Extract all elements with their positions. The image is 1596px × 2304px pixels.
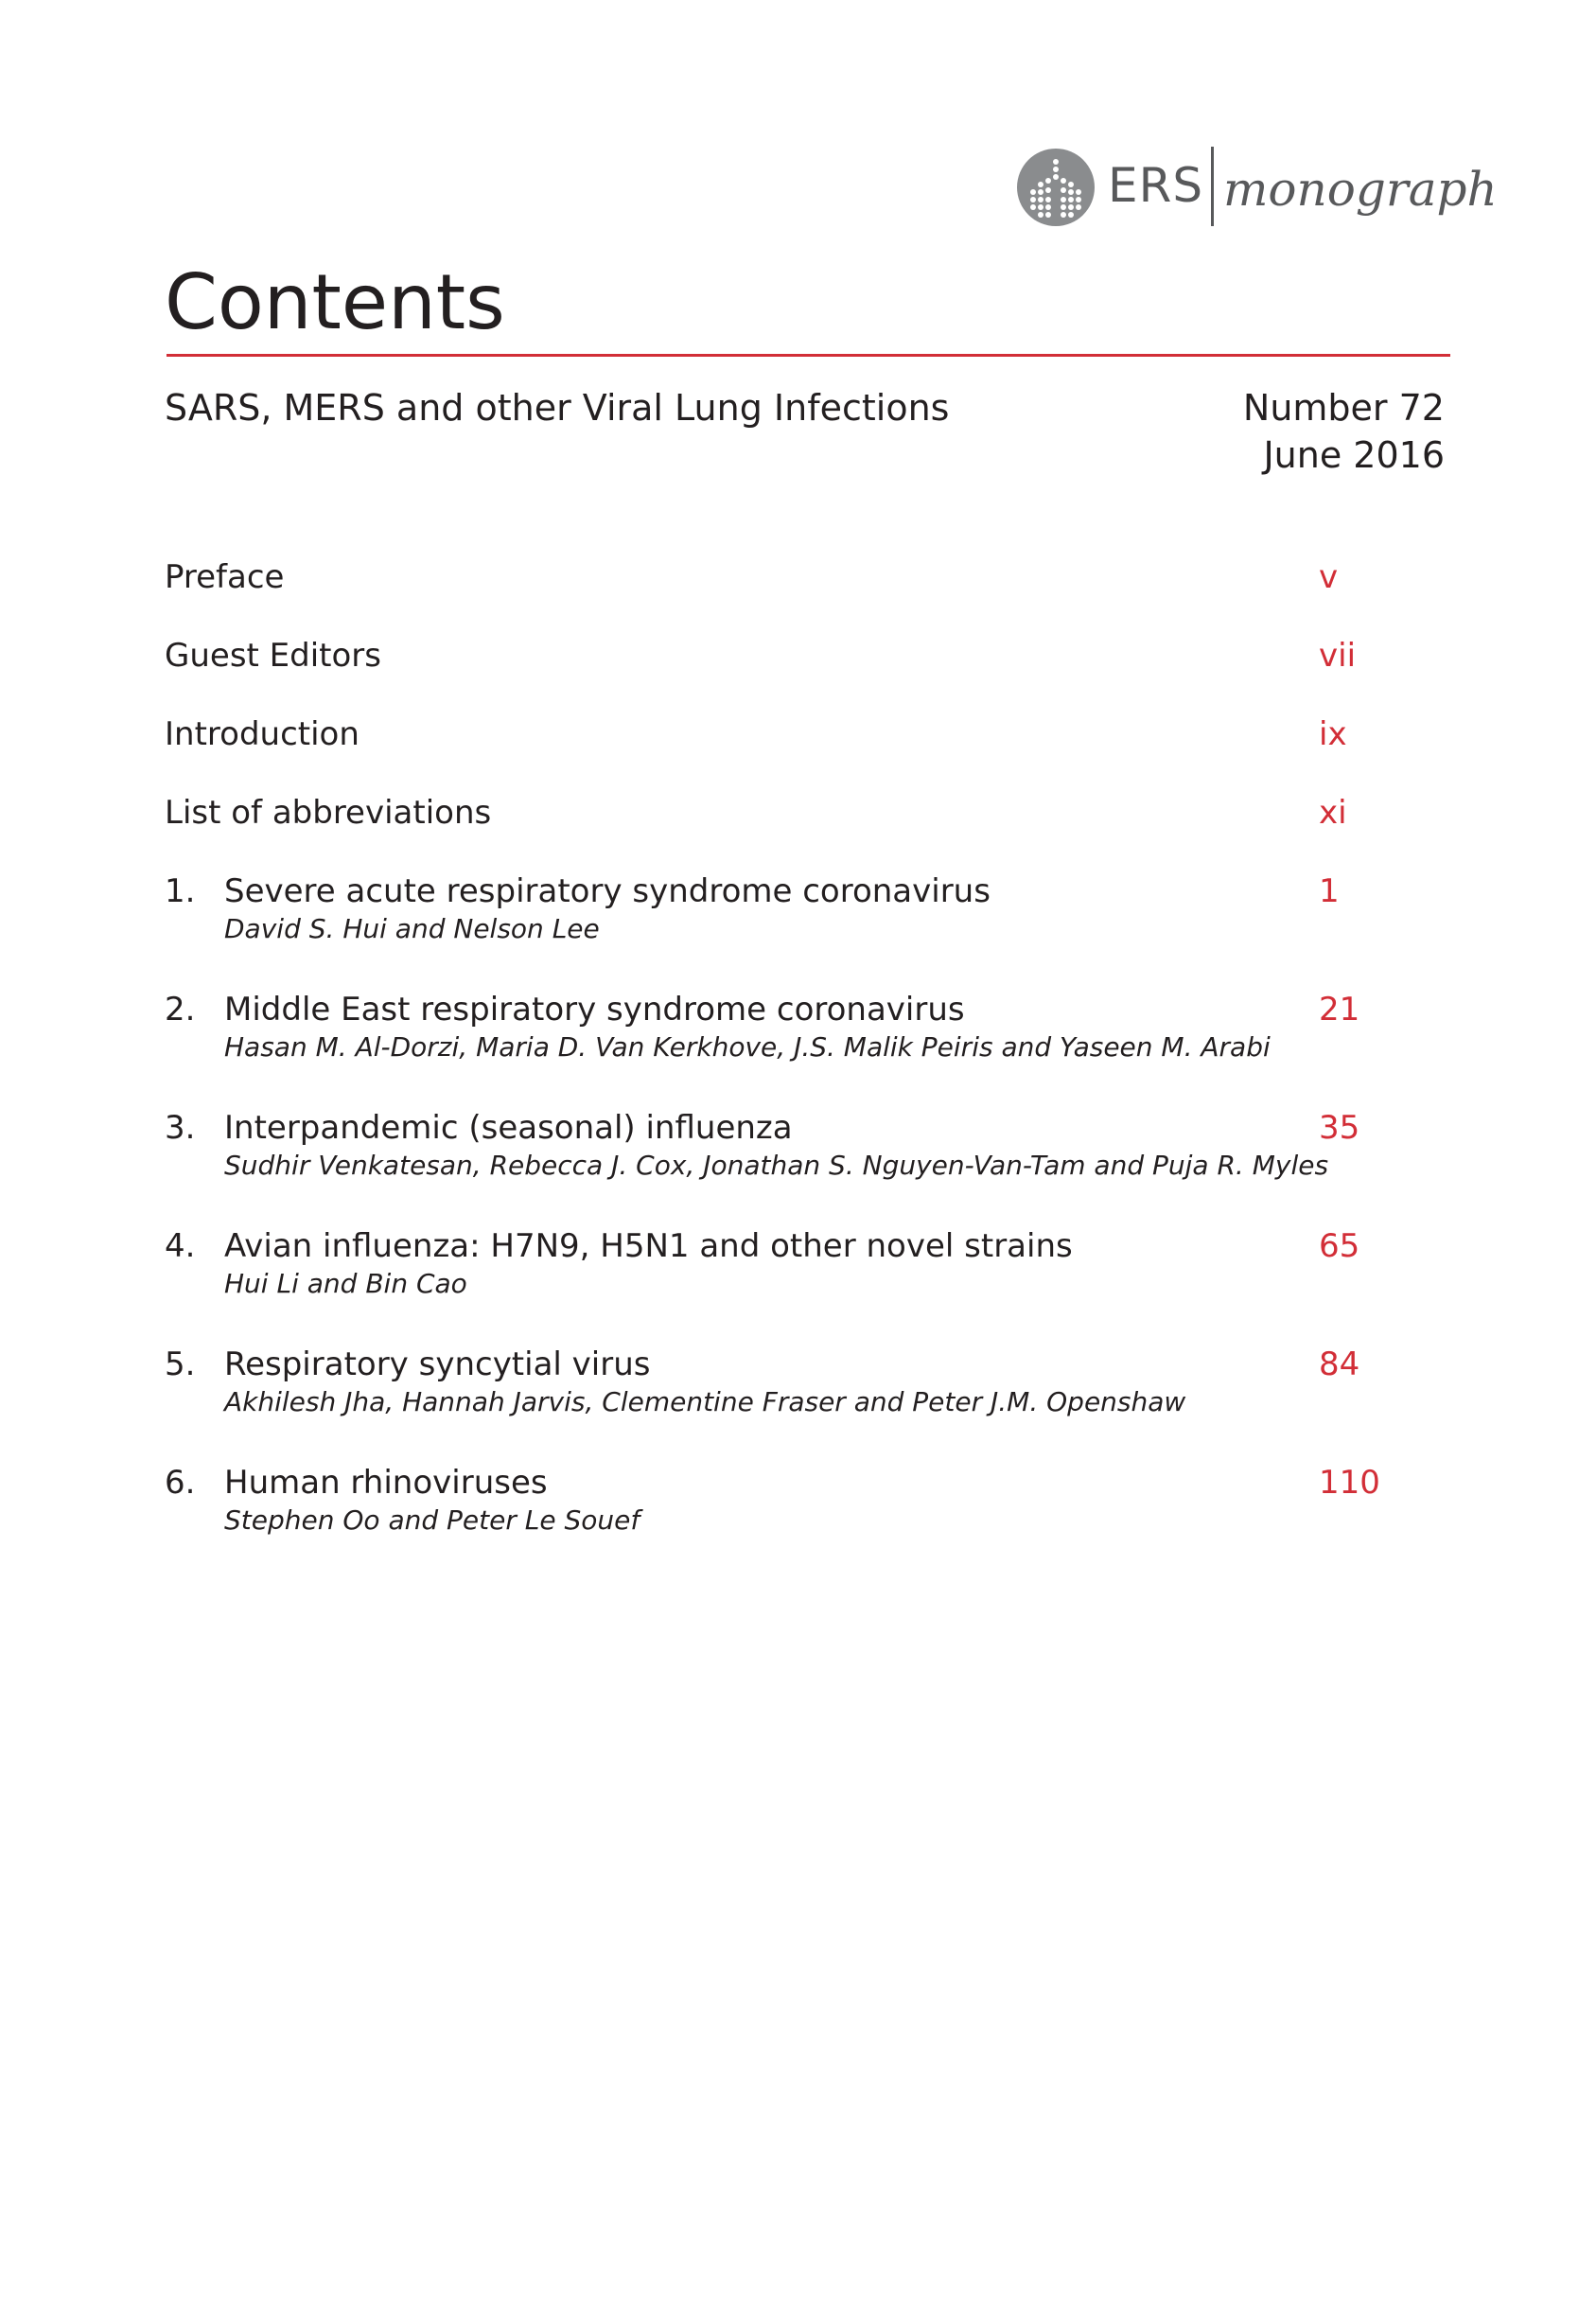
chapter-authors: Akhilesh Jha, Hannah Jarvis, Clementine Fraser and Peter J.M. Openshaw (224, 1386, 1186, 1417)
chapter-number: 5. (165, 1345, 196, 1383)
chapter-authors: Hui Li and Bin Cao (224, 1268, 467, 1299)
chapter-number: 1. (165, 872, 196, 910)
chapter-page: 65 (1319, 1227, 1360, 1265)
logo-product-text: monograph (1223, 162, 1498, 217)
chapter-authors: David S. Hui and Nelson Lee (224, 913, 600, 944)
toc-chapter-4[interactable] (165, 1222, 1451, 1341)
title-divider (167, 354, 1450, 357)
toc-entry-page: ix (1319, 715, 1347, 753)
chapter-page: 84 (1319, 1345, 1360, 1383)
toc-entry-label: Introduction (165, 715, 360, 753)
ers-monograph-logo (1017, 147, 1498, 227)
chapter-authors: Sudhir Venkatesan, Rebecca J. Cox, Jonathan S. Nguyen-Van-Tam and Puja R. Myles (224, 1150, 1329, 1181)
issue-number: Number 72 (1242, 387, 1445, 429)
issue-info (1243, 384, 1445, 479)
toc-entry-introduction[interactable] (165, 711, 1451, 789)
chapter-title: Middle East respiratory syndrome coronavirus (224, 991, 965, 1029)
toc-chapter-3[interactable] (165, 1104, 1451, 1222)
chapter-page: 110 (1319, 1464, 1380, 1502)
toc-chapter-6[interactable] (165, 1459, 1451, 1577)
toc-chapter-2[interactable] (165, 986, 1451, 1104)
chapter-number: 2. (165, 991, 196, 1029)
toc-entry-label: Preface (165, 558, 285, 596)
chapter-page: 21 (1319, 991, 1360, 1029)
chapter-title: Human rhinoviruses (224, 1464, 548, 1502)
issue-date: June 2016 (1263, 434, 1445, 476)
toc-chapter-1[interactable] (165, 868, 1451, 986)
chapter-page: 35 (1319, 1109, 1360, 1147)
toc-chapter-5[interactable] (165, 1341, 1451, 1459)
toc-entry-page: v (1319, 558, 1339, 596)
toc-entry-abbreviations[interactable] (165, 789, 1451, 868)
chapter-number: 6. (165, 1464, 196, 1502)
chapter-title: Severe acute respiratory syndrome coronavirus (224, 872, 991, 910)
page-title: Contents (165, 258, 505, 346)
chapter-authors: Stephen Oo and Peter Le Souef (224, 1504, 640, 1536)
toc-entry-label: Guest Editors (165, 637, 382, 675)
chapter-number: 4. (165, 1227, 196, 1265)
toc-entry-preface[interactable] (165, 554, 1451, 632)
table-of-contents (165, 554, 1451, 1577)
toc-entry-label: List of abbreviations (165, 794, 492, 832)
toc-entry-guest-editors[interactable] (165, 632, 1451, 711)
chapter-page: 1 (1319, 872, 1340, 910)
chapter-title: Interpandemic (seasonal) influenza (224, 1109, 793, 1147)
logo-brand-text: ERS (1108, 158, 1204, 213)
chapter-number: 3. (165, 1109, 196, 1147)
publication-subtitle: SARS, MERS and other Viral Lung Infections (165, 387, 950, 429)
chapter-authors: Hasan M. Al-Dorzi, Maria D. Van Kerkhove, J.S. Malik Peiris and Yaseen M. Arabi (224, 1031, 1271, 1063)
chapter-title: Avian influenza: H7N9, H5N1 and other novel strains (224, 1227, 1073, 1265)
toc-entry-page: xi (1319, 794, 1347, 832)
toc-entry-page: vii (1319, 637, 1357, 675)
logo-divider (1211, 147, 1214, 226)
lung-dots-icon (1017, 149, 1095, 226)
chapter-title: Respiratory syncytial virus (224, 1345, 651, 1383)
